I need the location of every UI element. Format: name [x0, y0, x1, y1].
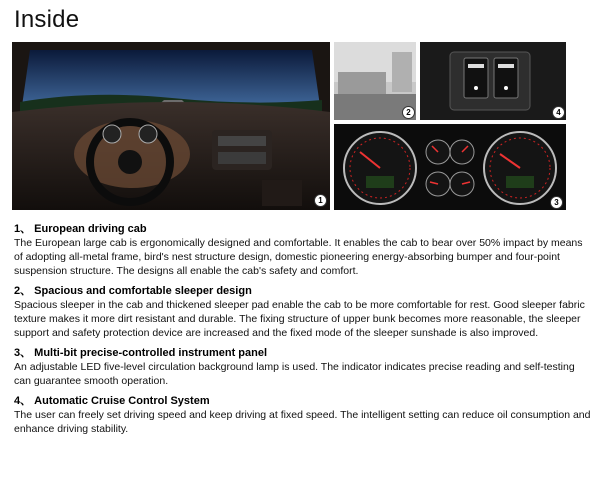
feature-title: 2、 Spacious and comfortable sleeper design: [14, 285, 252, 297]
feature-description: The user can freely set driving speed and keep driving at fixed speed. The intelligent setting can reduce oil consumption and enhance driving stability.: [14, 409, 591, 435]
cab-dashboard-illustration: [12, 42, 330, 210]
feature-item: [14, 222, 592, 278]
photo-badge-3: 3: [550, 196, 563, 209]
feature-description: An adjustable LED five-level circulation background lamp is used. The indicator indicates precise reading and self-testing can guarantee smooth operation.: [14, 361, 575, 387]
photo-badge-1: 1: [314, 194, 327, 207]
cab-dashboard-photo: [12, 42, 330, 210]
cruise-control-illustration: [420, 42, 566, 120]
feature-title: 4、 Automatic Cruise Control System: [14, 395, 210, 407]
instrument-panel-photo: [334, 124, 566, 210]
instrument-panel-illustration: [334, 124, 566, 210]
page-title: Inside: [14, 6, 80, 33]
photo-badge-4: 4: [552, 106, 565, 119]
feature-list: [14, 222, 592, 442]
feature-item: [14, 284, 592, 340]
feature-title: 1、 European driving cab: [14, 223, 147, 235]
feature-item: [14, 394, 592, 436]
feature-item: [14, 346, 592, 388]
photo-badge-2: 2: [402, 106, 415, 119]
sleeper-photo: [334, 42, 416, 120]
cruise-control-switch-photo: [420, 42, 566, 120]
feature-description: Spacious sleeper in the cab and thickened sleeper pad enable the cab to be more comfortable for rest. Good sleeper fabric texture makes it more dirt resistant and durable. The fixing structure of upper bunk becomes more reasonable, the sleeper support and safety protection device are increased and the fixed mode of the sleeper sunshade is also improved.: [14, 299, 585, 339]
feature-title: 3、 Multi-bit precise-controlled instrument panel: [14, 347, 268, 359]
feature-description: The European large cab is ergonomically designed and comfortable. It enables the cab to bear over 50% impact by means of adopting all-metal frame, bird's nest structure design, domestic pioneering energy-absorbing bumper and four-point suspension structure. The designs all enable the cab's safety and comfort.: [14, 237, 583, 277]
